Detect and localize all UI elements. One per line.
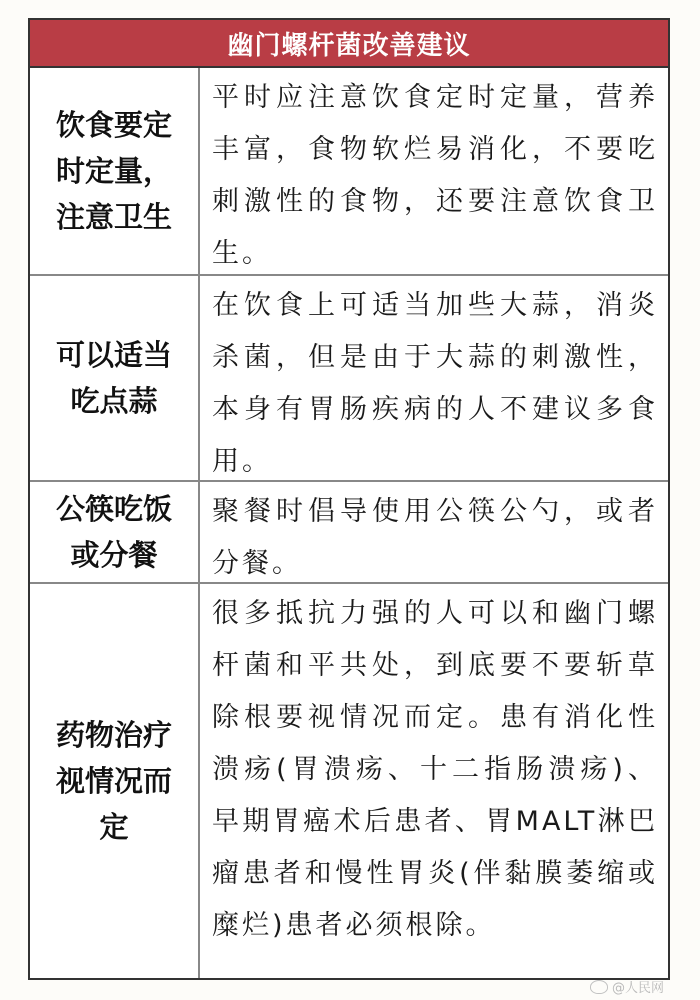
row-description: 很多抵抗力强的人可以和幽门螺杆菌和平共处，到底要不要斩草除根要视情况而定。患有消化性溃疡(胃溃疡、十二指肠溃疡)、早期胃癌术后患者、胃MALT淋巴瘤患者和慢性胃炎(伴黏膜萎缩或糜烂)患者必须根除。 [212, 598, 658, 941]
row-description: 聚餐时倡导使用公筷公勺，或者分餐。 [212, 496, 658, 579]
table-row [30, 482, 668, 584]
table-row [30, 68, 668, 276]
row-heading: 药物治疗 视情况而 定 [30, 584, 200, 978]
row-description: 平时应注意饮食定时定量，营养丰富，食物软烂易消化，不要吃刺激性的食物，还要注意饮食卫生。 [212, 82, 658, 269]
row-heading: 饮食要定 时定量， 注意卫生 [30, 68, 200, 274]
row-heading: 公筷吃饭 或分餐 [30, 482, 200, 582]
advice-table [28, 18, 670, 980]
row-description: 在饮食上可适当加些大蒜，消炎杀菌，但是由于大蒜的刺激性，本身有胃肠疾病的人不建议多食用。 [212, 290, 658, 477]
watermark [590, 977, 664, 996]
table-row [30, 276, 668, 482]
row-heading: 可以适当 吃点蒜 [30, 276, 200, 480]
table-title: 幽门螺杆菌改善建议 [30, 20, 668, 68]
weibo-icon [590, 980, 608, 994]
watermark-text: @人民网 [611, 981, 664, 996]
table-row [30, 584, 668, 978]
